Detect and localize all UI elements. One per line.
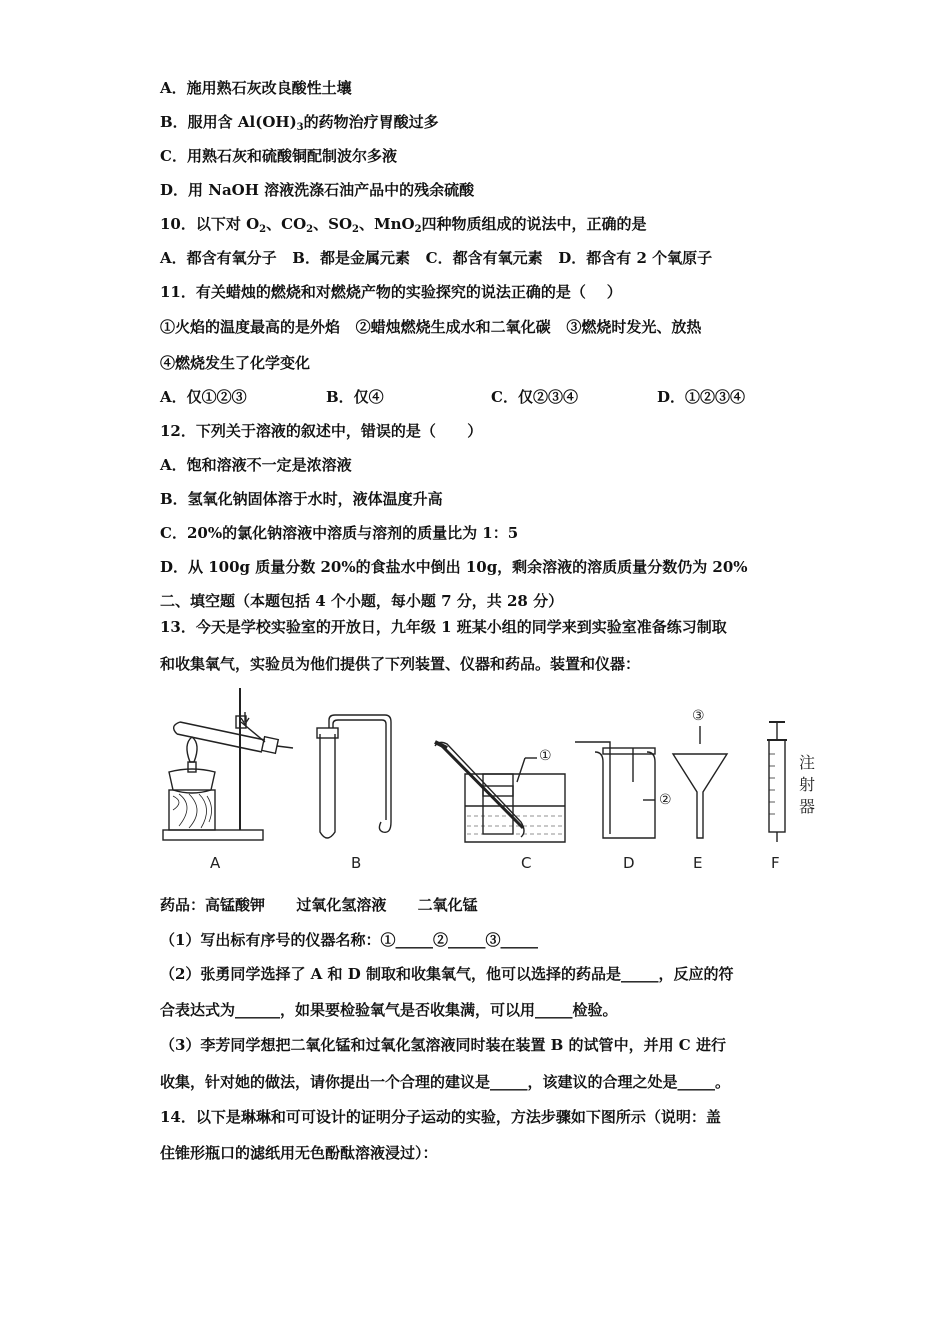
apparatus-figure (155, 682, 835, 877)
q13-reagents: 药品：高锰酸钾 过氧化氢溶液 二氧化锰 (160, 896, 478, 914)
apparatus-a (163, 688, 293, 840)
q13-part-1: （1）写出标有序号的仪器名称：①_____②_____③_____ (160, 931, 538, 949)
q11-option-d: D．①②③④ (657, 388, 746, 406)
figure-label-f: F (771, 854, 780, 872)
figure-mark-2: ② (659, 792, 672, 808)
figure-label-b: B (351, 854, 362, 872)
figure-mark-1: ① (539, 748, 552, 764)
q11-option-c: C．仅②③④ (491, 388, 578, 406)
q12-option-c: C．20%的氯化钠溶液中溶质与溶剂的质量比为 1：5 (160, 524, 519, 542)
q11-statements-2: ④燃烧发生了化学变化 (160, 354, 311, 372)
q12-option-a: A．饱和溶液不一定是浓溶液 (160, 456, 352, 474)
q12-option-d: D．从 100g 质量分数 20%的食盐水中倒出 10g，剩余溶液的溶质质量分数仍为 20% (160, 558, 748, 576)
syringe-label-2: 射 (799, 775, 816, 794)
q12-option-b: B．氢氧化钠固体溶于水时，液体温度升高 (160, 490, 443, 508)
q13-part-3-line-1: （3）李芳同学想把二氧化锰和过氧化氢溶液同时装在装置 B 的试管中，并用 C 进行 (160, 1036, 726, 1054)
q13-part-2-line-1: （2）张勇同学选择了 A 和 D 制取和收集氧气，他可以选择的药品是_____，反应的符 (160, 965, 734, 983)
q9-option-a: A．施用熟石灰改良酸性土壤 (160, 79, 352, 97)
syringe-label-1: 注 (799, 753, 816, 772)
figure-label-d: D (623, 854, 635, 872)
q11-option-b: B．仅④ (326, 388, 384, 406)
syringe-label-3: 器 (799, 797, 816, 816)
figure-label-e: E (693, 854, 703, 872)
apparatus-e (673, 726, 727, 838)
apparatus-d (575, 742, 655, 838)
q13-part-2-line-2: 合表达式为______，如果要检验氧气是否收集满，可以用_____检验。 (160, 1001, 618, 1019)
q14-stem-2: 住锥形瓶口的滤纸用无色酚酞溶液浸过）： (160, 1144, 438, 1162)
q9-option-c: C．用熟石灰和硫酸铜配制波尔多液 (160, 147, 397, 165)
q14-stem-1: 14．以下是琳琳和可可设计的证明分子运动的实验，方法步骤如下图所示（说明：盖 (160, 1108, 721, 1126)
apparatus-f (767, 722, 787, 842)
section-heading: 二、填空题（本题包括 4 个小题，每小题 7 分，共 28 分） (160, 592, 564, 610)
q13-stem-1: 13．今天是学校实验室的开放日，九年级 1 班某小组的同学来到实验室准备练习制取 (160, 618, 727, 636)
q11-statements-1: ①火焰的温度最高的是外焰 ②蜡烛燃烧生成水和二氧化碳 ③燃烧时发光、放热 (160, 318, 702, 336)
q12-stem: 12．下列关于溶液的叙述中，错误的是（ ） (160, 422, 483, 440)
q10-stem: 10．以下对 $O_2$、$CO_2$、$SO_2$、MnO$_2$四种物质组成的说法中，正确的是 (160, 215, 647, 235)
q13-part-3-line-2: 收集，针对她的做法，请你提出一个合理的建议是_____，该建议的合理之处是_____。 (160, 1073, 731, 1091)
q9-option-b: B．服用含 $Al(OH)_3$的药物治疗胃酸过多 (160, 113, 439, 133)
q11-stem: 11．有关蜡烛的燃烧和对燃烧产物的实验探究的说法正确的是（ ） (160, 283, 622, 301)
apparatus-drawing (155, 682, 835, 877)
figure-label-c: C (521, 854, 532, 872)
q11-option-a: A．仅①②③ (160, 388, 247, 406)
apparatus-b (317, 715, 391, 838)
q10-options: A．都含有氧分子 B．都是金属元素 C．都含有氧元素 D．都含有 2 个氧原子 (160, 249, 713, 267)
figure-label-a: A (210, 854, 221, 872)
q13-stem-2: 和收集氧气，实验员为他们提供了下列装置、仪器和药品。装置和仪器： (160, 655, 641, 673)
figure-mark-3: ③ (692, 708, 705, 724)
q9-option-d: D．用 NaOH 溶液洗涤石油产品中的残余硫酸 (160, 181, 475, 199)
